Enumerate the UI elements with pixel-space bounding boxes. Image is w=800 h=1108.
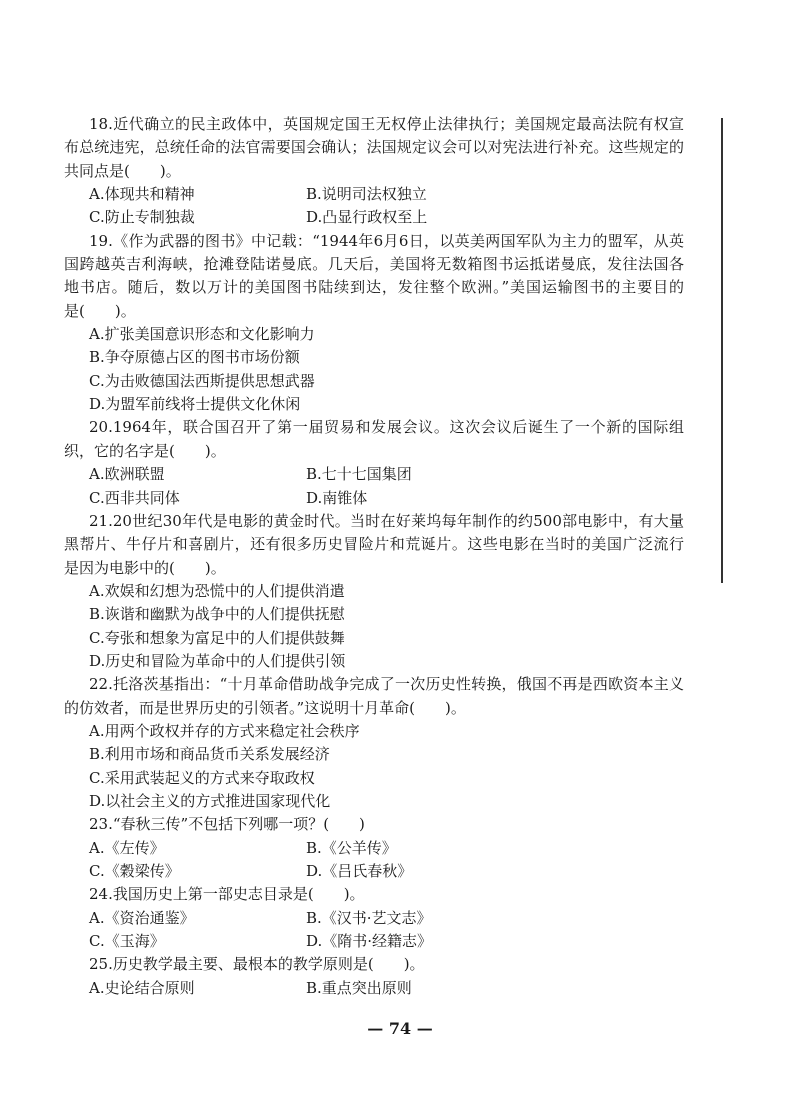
question-19	[64, 230, 684, 417]
option-row	[64, 907, 684, 930]
option-D: D.南锥体	[306, 488, 368, 507]
page-number: — 74 —	[367, 1019, 433, 1038]
question-stem-line: 黑帮片、牛仔片和喜剧片，还有很多历史冒险片和荒诞片。这些电影在当时的美国广泛流行	[64, 535, 684, 554]
option-D: D.《吕氏春秋》	[306, 862, 413, 880]
option-A: A.体现共和精神	[89, 185, 195, 204]
option-B: B.七十七国集团	[306, 465, 412, 484]
option-B: B.诙谐和幽默为战争中的人们提供抚慰	[89, 605, 345, 624]
question-stem-line: 20.1964年，联合国召开了第一届贸易和发展会议。这次会议后诞生了一个新的国际组	[89, 418, 684, 437]
question-25	[64, 953, 684, 1000]
question-24	[64, 883, 684, 953]
option-row	[64, 977, 684, 1000]
option-row	[64, 837, 684, 860]
question-stem-line: 国跨越英吉利海峡，抢滩登陆诺曼底。几天后，美国将无数箱图书运抵诺曼底，发往法国各	[64, 255, 684, 274]
option-C: C.为击败德国法西斯提供思想武器	[89, 371, 315, 390]
question-22	[64, 673, 684, 813]
option-D: D.为盟军前线将士提供文化休闲	[89, 395, 301, 414]
option-D: D.凸显行政权至上	[306, 208, 428, 227]
option-A: A.《左传》	[89, 838, 165, 857]
option-C: C.《玉海》	[89, 932, 165, 951]
question-stem-line: 是因为电影中的( )。	[64, 558, 226, 577]
option-B: B.《汉书·艺文志》	[306, 908, 432, 927]
question-stem-line: 织，它的名字是( )。	[64, 441, 226, 460]
question-23	[64, 813, 684, 883]
option-B: B.利用市场和商品货币关系发展经济	[89, 745, 330, 764]
option-D: D.以社会主义的方式推进国家现代化	[89, 791, 331, 810]
option-D: D.历史和冒险为革命中的人们提供引领	[89, 651, 346, 670]
question-stem-line: 的仿效者，而是世界历史的引领者。”这说明十月革命( )。	[64, 698, 466, 717]
option-A: A.扩张美国意识形态和文化影响力	[89, 325, 315, 344]
question-21	[64, 510, 684, 673]
option-C: C.《穀梁传》	[89, 862, 180, 880]
option-A: A.用两个政权并存的方式来稳定社会秩序	[89, 721, 360, 740]
option-B: B.《公羊传》	[306, 838, 397, 857]
option-B: B.重点突出原则	[306, 978, 412, 997]
question-stem-line: 19.《作为武器的图书》中记载：“1944年6月6日，以英美两国军队为主力的盟军，从英	[89, 231, 684, 250]
option-B: B.争夺原德占区的图书市场份额	[89, 348, 300, 367]
option-C: C.夸张和想象为富足中的人们提供鼓舞	[89, 628, 345, 647]
option-row	[64, 463, 684, 486]
question-stem-line: 23.“春秋三传”不包括下列哪一项？( )	[89, 815, 365, 834]
question-18	[64, 113, 684, 230]
option-A: A.欢娱和幻想为恐慌中的人们提供消遣	[89, 581, 345, 600]
option-C: C.采用武装起义的方式来夺取政权	[89, 768, 315, 787]
option-A: A.史论结合原则	[89, 978, 195, 997]
option-D: D.《隋书·经籍志》	[306, 932, 433, 951]
question-stem-line: 22.托洛茨基指出：“十月革命借助战争完成了一次历史性转换，俄国不再是西欧资本主义	[89, 675, 684, 694]
question-list	[64, 113, 684, 1000]
question-stem-line: 地书店。随后，数以万计的美国图书陆续到达，发往整个欧洲。”美国运输图书的主要目的	[64, 278, 684, 297]
option-C: C.西非共同体	[89, 488, 180, 507]
question-stem-line: 24.我国历史上第一部史志目录是( )。	[89, 885, 365, 904]
option-row	[64, 487, 684, 510]
question-stem-line: 共同点是( )。	[64, 161, 181, 180]
option-row	[64, 860, 684, 883]
option-row	[64, 930, 684, 953]
option-row	[64, 206, 684, 229]
question-stem-line: 18.近代确立的民主政体中，英国规定国王无权停止法律执行；美国规定最高法院有权宣	[89, 115, 684, 133]
question-stem-line: 21.20世纪30年代是电影的黄金时代。当时在好莱坞每年制作的约500部电影中，有大量	[89, 511, 684, 530]
option-A: A.《资治通鉴》	[89, 908, 195, 927]
margin-rule	[721, 118, 723, 583]
question-20	[64, 416, 684, 509]
option-row	[64, 183, 684, 206]
option-A: A.欧洲联盟	[89, 465, 165, 484]
question-stem-line: 是( )。	[64, 301, 136, 320]
question-stem-line: 25.历史教学最主要、最根本的教学原则是( )。	[89, 955, 425, 974]
option-B: B.说明司法权独立	[306, 185, 427, 204]
option-C: C.防止专制独裁	[89, 208, 195, 227]
question-stem-line: 布总统违宪，总统任命的法官需要国会确认；法国规定议会可以对宪法进行补充。这些规定的	[64, 138, 684, 157]
